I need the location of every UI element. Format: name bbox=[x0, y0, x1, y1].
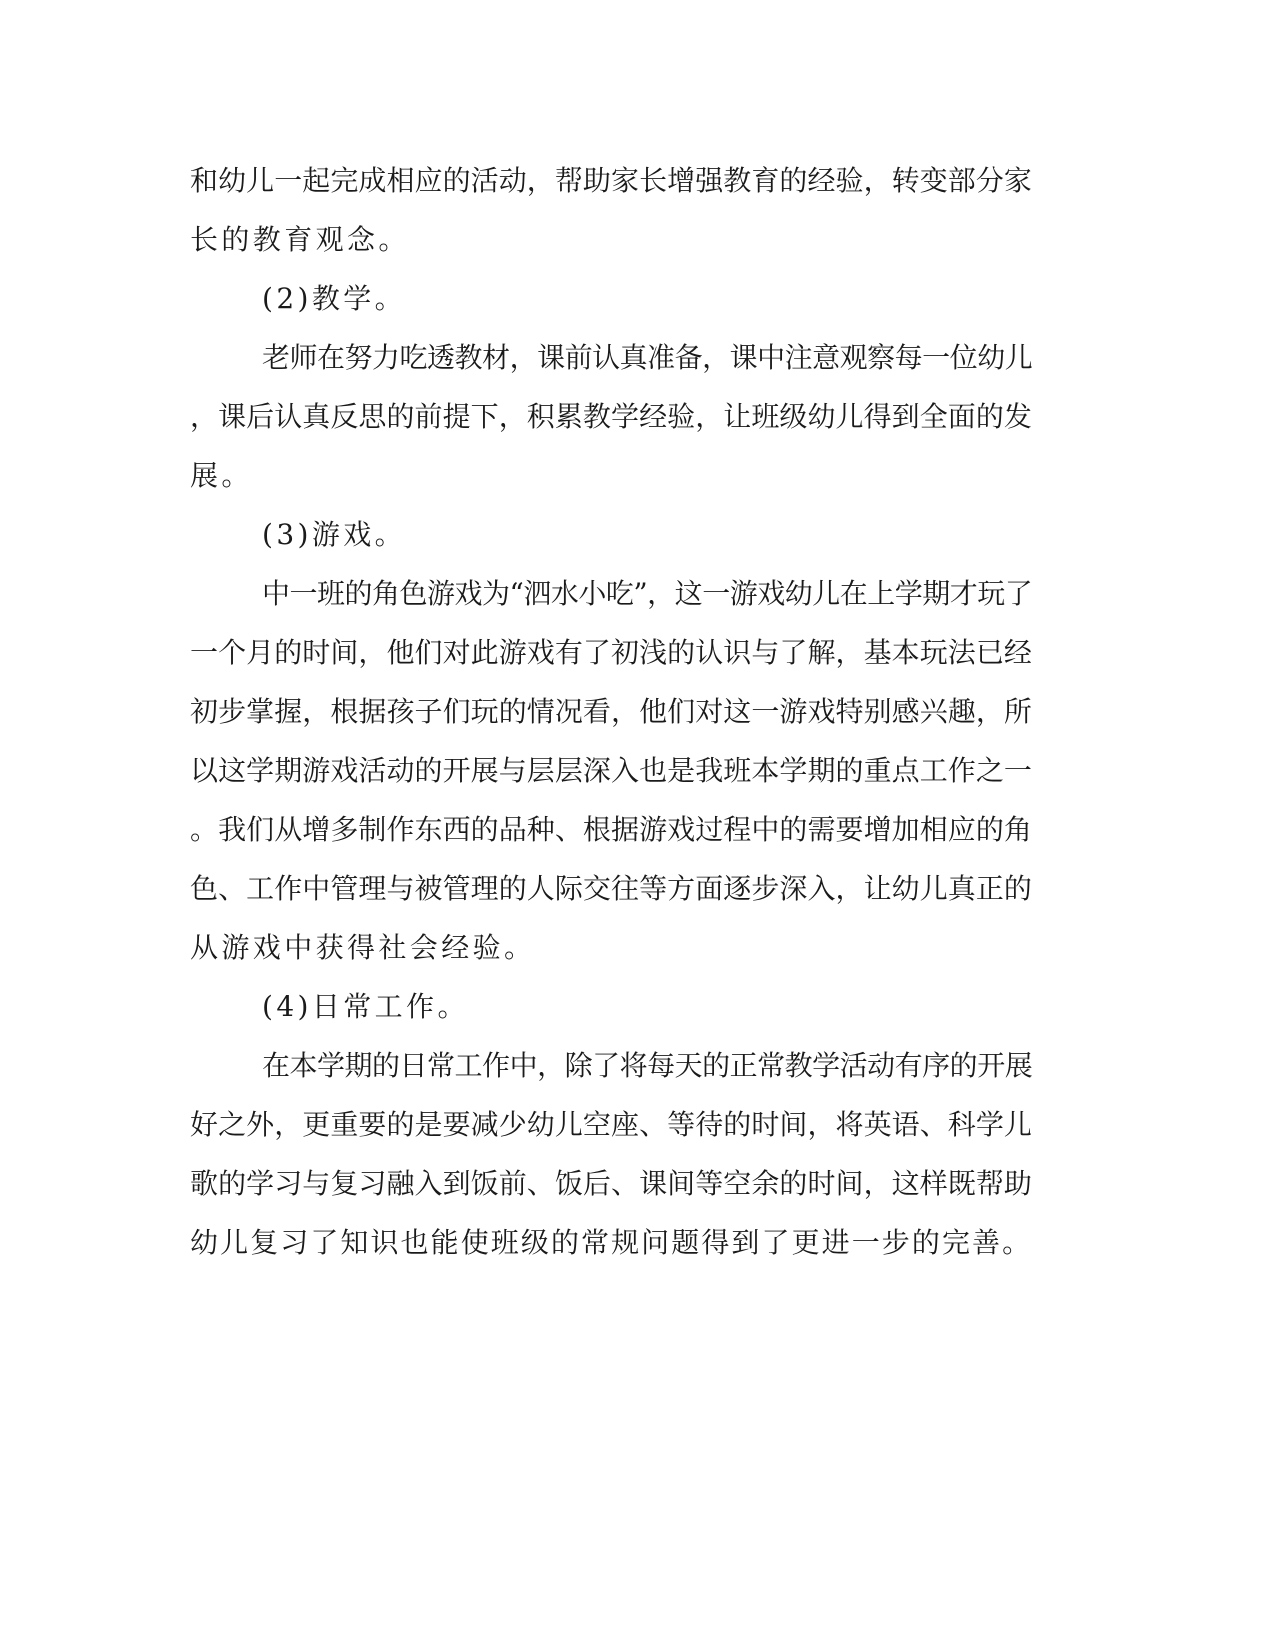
text-line: 好之外，更重要的是要减少幼儿空座、等待的时间，将英语、科学儿 bbox=[190, 1108, 1033, 1141]
text-line: 歌的学习与复习融入到饭前、饭后、课间等空余的时间，这样既帮助 bbox=[190, 1167, 1033, 1200]
section-heading-games: (3)游戏。 bbox=[262, 518, 407, 551]
text-line: 在本学期的日常工作中，除了将每天的正常教学活动有序的开展 bbox=[262, 1049, 1033, 1082]
text-line: 中一班的角色游戏为“泗水小吃”，这一游戏幼儿在上学期才玩了 bbox=[262, 577, 1033, 610]
text-line: 色、工作中管理与被管理的人际交往等方面逐步深入，让幼儿真正的 bbox=[190, 872, 1033, 905]
text-line: 初步掌握，根据孩子们玩的情况看，他们对这一游戏特别感兴趣，所 bbox=[190, 695, 1033, 728]
section-heading-teaching: (2)教学。 bbox=[262, 282, 407, 315]
text-line: 以这学期游戏活动的开展与层层深入也是我班本学期的重点工作之一 bbox=[190, 754, 1033, 787]
text-line: 长的教育观念。 bbox=[190, 223, 410, 256]
text-line: 老师在努力吃透教材，课前认真准备，课中注意观察每一位幼儿 bbox=[262, 341, 1033, 374]
text-line: 幼儿复习了知识也能使班级的常规问题得到了更进一步的完善。 bbox=[190, 1226, 1033, 1259]
text-line: 一个月的时间，他们对此游戏有了初浅的认识与了解，基本玩法已经 bbox=[190, 636, 1033, 669]
text-line: ，课后认真反思的前提下，积累教学经验，让班级幼儿得到全面的发 bbox=[190, 400, 1033, 433]
text-line: 展。 bbox=[190, 459, 253, 492]
section-heading-daily-work: (4)日常工作。 bbox=[262, 990, 469, 1023]
text-line: 。我们从增多制作东西的品种、根据游戏过程中的需要增加相应的角 bbox=[190, 813, 1033, 846]
text-line: 和幼儿一起完成相应的活动，帮助家长增强教育的经验，转变部分家 bbox=[190, 164, 1033, 197]
text-line: 从游戏中获得社会经验。 bbox=[190, 931, 536, 964]
